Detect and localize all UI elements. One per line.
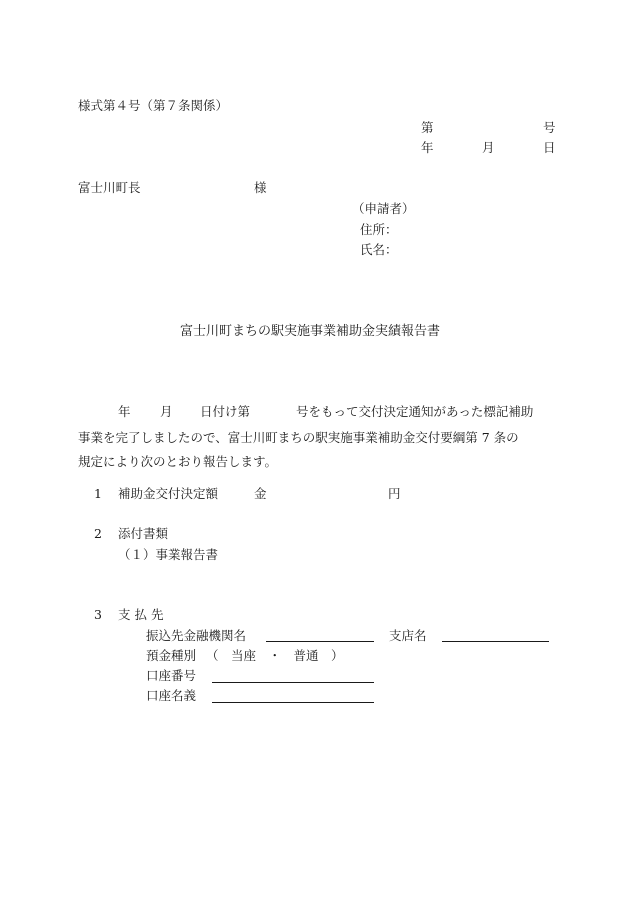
body-year: 年 xyxy=(118,404,131,419)
body-line-1-rest: 号をもって交付決定通知があった標記補助 xyxy=(296,404,534,419)
item-2-number: 2 xyxy=(94,526,102,541)
doc-number-prefix: 第 xyxy=(421,120,434,135)
item-1-amount-prefix: 金 xyxy=(254,486,267,501)
addressee-name: 富士川町長 xyxy=(78,180,141,195)
body-month: 月 xyxy=(160,404,173,419)
account-number-underline xyxy=(212,682,374,683)
item-2-sub: （１）事業報告書 xyxy=(118,547,219,562)
item-3-number: 3 xyxy=(94,607,102,622)
addressee-honorific: 様 xyxy=(254,180,267,195)
item-2-label: 添付書類 xyxy=(118,526,169,541)
bank-label: 振込先金融機関名 xyxy=(146,628,247,643)
item-1-amount-suffix: 円 xyxy=(388,486,401,501)
date-year: 年 xyxy=(421,140,434,155)
body-dated-no: 日付け第 xyxy=(200,404,251,419)
applicant-name-label: 氏名： xyxy=(360,242,398,257)
form-label: 様式第４号（第７条関係） xyxy=(78,98,229,113)
doc-number-suffix: 号 xyxy=(543,120,556,135)
deposit-type-label: 預金種別 xyxy=(146,648,197,663)
branch-name-underline xyxy=(442,641,549,642)
branch-label: 支店名 xyxy=(389,628,427,643)
document-title: 富士川町まちの駅実施事業補助金実績報告書 xyxy=(180,324,441,339)
body-line-3: 規定により次のとおり報告します。 xyxy=(78,454,278,469)
applicant-label: （申請者） xyxy=(352,201,415,216)
account-name-underline xyxy=(212,702,374,703)
account-number-label: 口座番号 xyxy=(146,668,197,683)
account-name-label: 口座名義 xyxy=(146,688,197,703)
body-paragraph xyxy=(78,402,556,474)
date-month: 月 xyxy=(482,140,495,155)
item-1-number: 1 xyxy=(94,486,102,501)
item-3-label: 支 払 先 xyxy=(118,607,164,622)
item-1-label: 補助金交付決定額 xyxy=(118,486,219,501)
date-day: 日 xyxy=(543,140,556,155)
deposit-type-options: （ 当座 ・ 普通 ） xyxy=(206,648,344,663)
body-line-1 xyxy=(78,402,556,426)
body-line-2: 事業を完了しましたので、富士川町まちの駅実施事業補助金交付要綱第 7 条の xyxy=(78,430,519,445)
bank-name-underline xyxy=(266,641,374,642)
applicant-address-label: 住所： xyxy=(360,222,398,237)
